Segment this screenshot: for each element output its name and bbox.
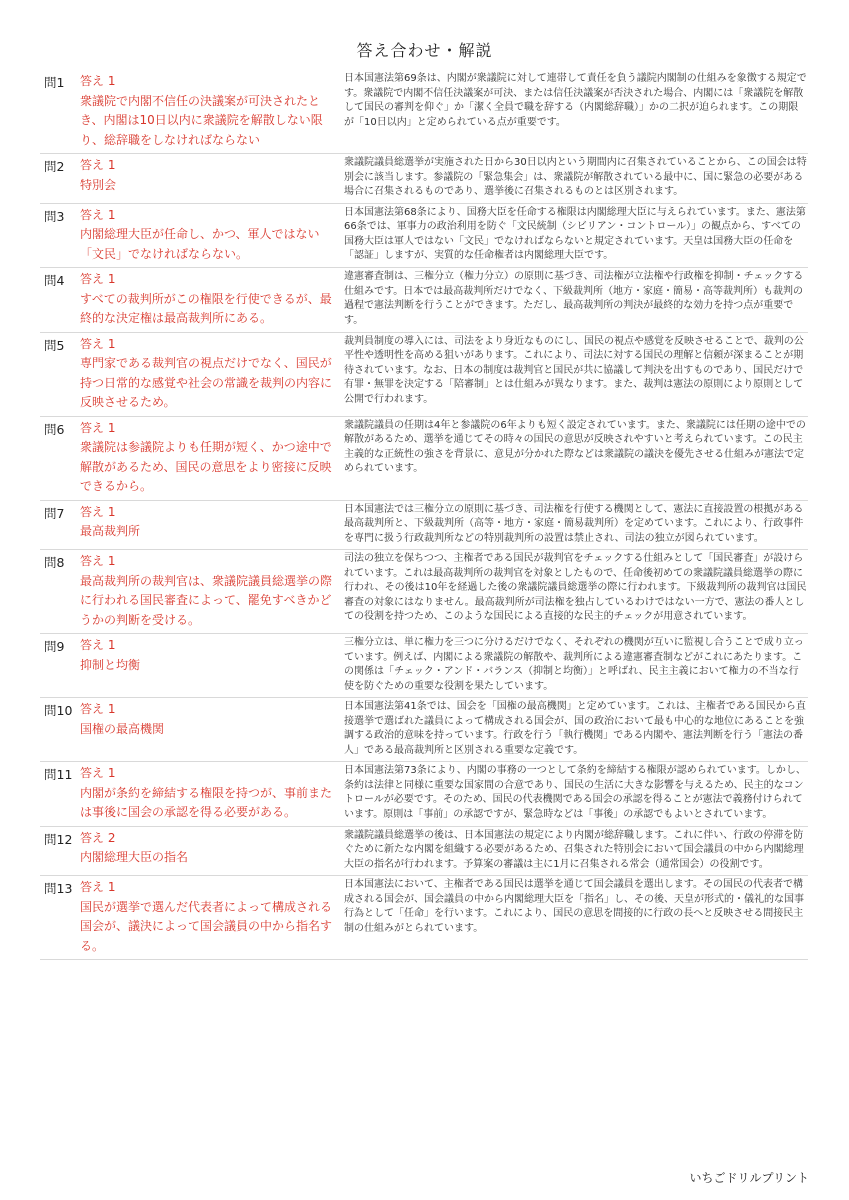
question-number: 問8 (44, 555, 65, 570)
explanation-text: 衆議院議員の任期は4年と参議院の6年よりも短く設定されています。また、衆議院には任期の途中での解散があるため、選挙を通じてその時々の国民の意思が反映されやすいと考えられています。この民主主義的な正統性の強さを背景に、意見が分かれた際などは衆議院の議決を優先させる仕組みが憲法で定められています。 (344, 419, 806, 474)
answer-cell (80, 419, 340, 497)
explanation-text: 日本国憲法第73条により、内閣の事務の一つとして条約を締結する権限が認められています。しかし、条約は法律と同様に重要な国家間の合意であり、国民の生活に大きな影響を与えるため、民主的なコントロールが必要です。そのため、国民の代表機関である国会の承認を得ることが憲法で義務付けられています。原則は「事前」の承認ですが、緊急時などは「事後」の承認でもよいとされています。 (344, 765, 806, 820)
answer-row (40, 501, 808, 551)
explanation-text: 日本国憲法では三権分立の原則に基づき、司法権を行使する機関として、憲法に直接設置の根拠がある最高裁判所と、下級裁判所（高等・地方・家庭・簡易裁判所）を定めています。これにより、行政事件を専門に扱う行政裁判所などの特別裁判所の設置は禁止され、司法の独立が図られています。 (344, 503, 804, 544)
answer-list (40, 70, 808, 960)
answer-row (40, 827, 808, 877)
answer-cell (80, 206, 340, 265)
answer-label: 答え 1 (80, 554, 116, 568)
answer-row (40, 417, 808, 501)
explanation-text: 裁判員制度の導入には、司法をより身近なものにし、国民の視点や感覚を反映させることで、裁判の公平性や透明性を高める狙いがあります。これにより、司法に対する国民の理解と信頼が深まることが期待されています。なお、日本の制度は裁判官と国民が共に協議して判決を出すものであり、国民だけで有罪・無罪を決定する「陪審制」とは仕組みが異なります。また、裁判は憲法の原則により原則として公開で行われます。 (344, 335, 804, 405)
answer-label: 答え 1 (80, 74, 116, 88)
explanation-text: 三権分立は、単に権力を三つに分けるだけでなく、それぞれの機関が互いに監視し合うことで成り立っています。例えば、内閣による衆議院の解散や、裁判所による違憲審査制などがこれにあたります。この関係は「チェック・アンド・バランス（抑制と均衡）」と呼ばれ、民主主義において権力の不当な行使を防ぐための重要な役割を果たしています。 (344, 637, 804, 692)
answer-label: 答え 1 (80, 207, 116, 222)
question-number: 問10 (44, 703, 73, 718)
answer-cell (80, 700, 340, 758)
answer-cell (80, 552, 340, 630)
explanation-text: 司法の独立を保ちつつ、主権者である国民が裁判官をチェックする仕組みとして「国民審査」が設けられています。これは最高裁判所の裁判官を対象としたもので、任命後初めての衆議院議員総選挙の際に行われ、その後は10年を経過した後の衆議院議員総選挙の際に行われます。下級裁判所の裁判官は国民審査の対象にはなりません。最高裁判所が司法権を独占しているわけではない一方で、憲法の番人としての役割を持つため、このような国民による直接的な民主的チェックが用意されています。 (344, 553, 807, 622)
answer-label: 答え 1 (80, 880, 116, 894)
answer-text: 内閣が条約を締結する権限を持つが、事前または事後に国会の承認を得る必要がある。 (80, 785, 333, 819)
answer-text: 内閣総理大臣の指名 (80, 850, 189, 864)
answer-text: 衆議院で内閣不信任の決議案が可決されたとき、内閣は10日以内に衆議院を解散しない限り、総辞職をしなければならない (80, 93, 323, 147)
answer-cell (80, 636, 340, 694)
answer-row (40, 634, 808, 698)
answer-label: 答え 2 (80, 830, 116, 845)
answer-cell (80, 764, 340, 823)
answer-row (40, 876, 808, 960)
answer-label: 答え 1 (80, 702, 116, 716)
answer-label: 答え 1 (80, 420, 116, 435)
answer-row (40, 204, 808, 269)
answer-text: 専門家である裁判官の視点だけでなく、国民が持つ日常的な感覚や社会の常識を裁判の内容に反映させるため。 (80, 356, 333, 409)
answer-cell (80, 270, 340, 329)
answer-text: 最高裁判所の裁判官は、衆議院議員総選挙の際に行われる国民審査によって、罷免すべきかどうかの判断を受ける。 (80, 573, 333, 627)
answer-label: 答え 1 (80, 766, 116, 780)
footer-brand: いちごドリルプリント (689, 1171, 809, 1185)
explanation-text: 日本国憲法第68条により、国務大臣を任命する権限は内閣総理大臣に与えられています。また、憲法第66条では、軍事力の政治利用を防ぐ「文民統制（シビリアン・コントロール）」の観点から、すべての国務大臣は軍人ではない「文民」でなければならないと規定されています。天皇は国務大臣の任命を「認証」しますが、実質的な任命権者は内閣総理大臣です。 (344, 206, 806, 261)
answer-row (40, 154, 808, 204)
question-number: 問1 (44, 75, 65, 90)
answer-text: すべての裁判所がこの権限を行使できるが、最終的な決定権は最高裁判所にある。 (80, 291, 332, 325)
question-number: 問12 (44, 831, 73, 847)
question-number: 問4 (44, 273, 65, 288)
answer-row (40, 333, 808, 417)
question-number: 問13 (44, 881, 73, 896)
explanation-text: 日本国憲法第69条は、内閣が衆議院に対して連帯して責任を負う議院内閣制の仕組みを象徴する規定です。衆議院で内閣不信任決議案が可決、または信任決議案が否決された場合、内閣には「衆議院を解散して国民の審判を仰ぐ」か「潔く全員で職を辞する（内閣総辞職）」かの二択が迫られます。この期限が「10日以内」と定められている点が重要です。 (344, 73, 807, 128)
question-number: 問3 (44, 208, 65, 224)
answer-row (40, 268, 808, 333)
answer-cell (80, 878, 340, 956)
explanation-text: 日本国憲法第41条では、国会を「国権の最高機関」と定めています。これは、主権者である国民から直接選挙で選ばれた議員によって構成される国会が、国の政治において最も中心的な地位にあることを強調する政治的意味を持っています。行政を行う「執行機関」である内閣や、憲法判断を行う「憲法の番人」である最高裁判所と区別される重要な定義です。 (344, 701, 806, 756)
answer-text: 抑制と均衡 (80, 657, 141, 672)
answer-cell (80, 829, 340, 873)
answer-text: 内閣総理大臣が任命し、かつ、軍人ではない「文民」でなければならない。 (80, 227, 320, 261)
question-number: 問2 (44, 159, 65, 174)
answer-row (40, 70, 808, 154)
answer-cell (80, 72, 340, 150)
answer-label: 答え 1 (80, 336, 116, 351)
question-number: 問11 (44, 767, 73, 782)
answer-label: 答え 1 (80, 638, 116, 652)
question-number: 問5 (44, 337, 65, 353)
answer-text: 国権の最高機関 (80, 721, 165, 736)
question-number: 問7 (44, 505, 65, 521)
answer-cell (80, 156, 340, 200)
explanation-text: 日本国憲法において、主権者である国民は選挙を通じて国会議員を選出します。その国民の代表者で構成される国会が、国会議員の中から内閣総理大臣を「指名」し、その後、天皇が形式的・儀礼的な国事行為として「任命」を行います。これにより、国民の意思を間接的に行政の長へと反映させる間接民主制の仕組みがとられています。 (344, 879, 804, 934)
answer-row (40, 698, 808, 762)
page-title: 答え合わせ・解説 (356, 41, 493, 60)
explanation-text: 衆議院議員総選挙の後は、日本国憲法の規定により内閣が総辞職します。これに伴い、行政の停滞を防ぐために新たな内閣を組織する必要があるため、召集された特別会において国会議員の中から内閣総理大臣の指名が行われます。予算案の審議は主に1月に召集される常会（通常国会）の役割です。 (344, 829, 804, 870)
explanation-text: 衆議院議員総選挙が実施された日から30日以内という期間内に召集されていることから、この国会は特別会に該当します。参議院の「緊急集会」は、衆議院が解散されている最中に、国に緊急の必要がある場合に召集されるものであり、選挙後に召集されるものとは区別されます。 (344, 157, 807, 197)
question-number: 問6 (44, 421, 65, 437)
answer-text: 衆議院は参議院よりも任期が短く、かつ途中で解散があるため、国民の意思をより密接に反映できるから。 (80, 440, 332, 493)
answer-text: 特別会 (80, 177, 117, 192)
question-number: 問9 (44, 639, 65, 654)
answer-label: 答え 1 (80, 272, 116, 286)
answer-row (40, 550, 808, 634)
answer-row (40, 762, 808, 827)
answer-cell (80, 335, 340, 413)
answer-label: 答え 1 (80, 504, 116, 519)
answer-label: 答え 1 (80, 158, 116, 172)
answer-cell (80, 503, 340, 547)
answer-text: 国民が選挙で選んだ代表者によって構成される国会が、議決によって国会議員の中から指名する。 (80, 899, 333, 953)
explanation-text: 違憲審査制は、三権分立（権力分立）の原則に基づき、司法権が立法権や行政権を抑制・チェックする仕組みです。日本では最高裁判所だけでなく、下級裁判所（地方・家庭・簡易・高等裁判所）も裁判の過程で憲法判断を行うことができます。ただし、最高裁判所の判決が最終的な効力を持つ点が重要です。 (344, 271, 804, 326)
answer-text: 最高裁判所 (80, 524, 141, 538)
